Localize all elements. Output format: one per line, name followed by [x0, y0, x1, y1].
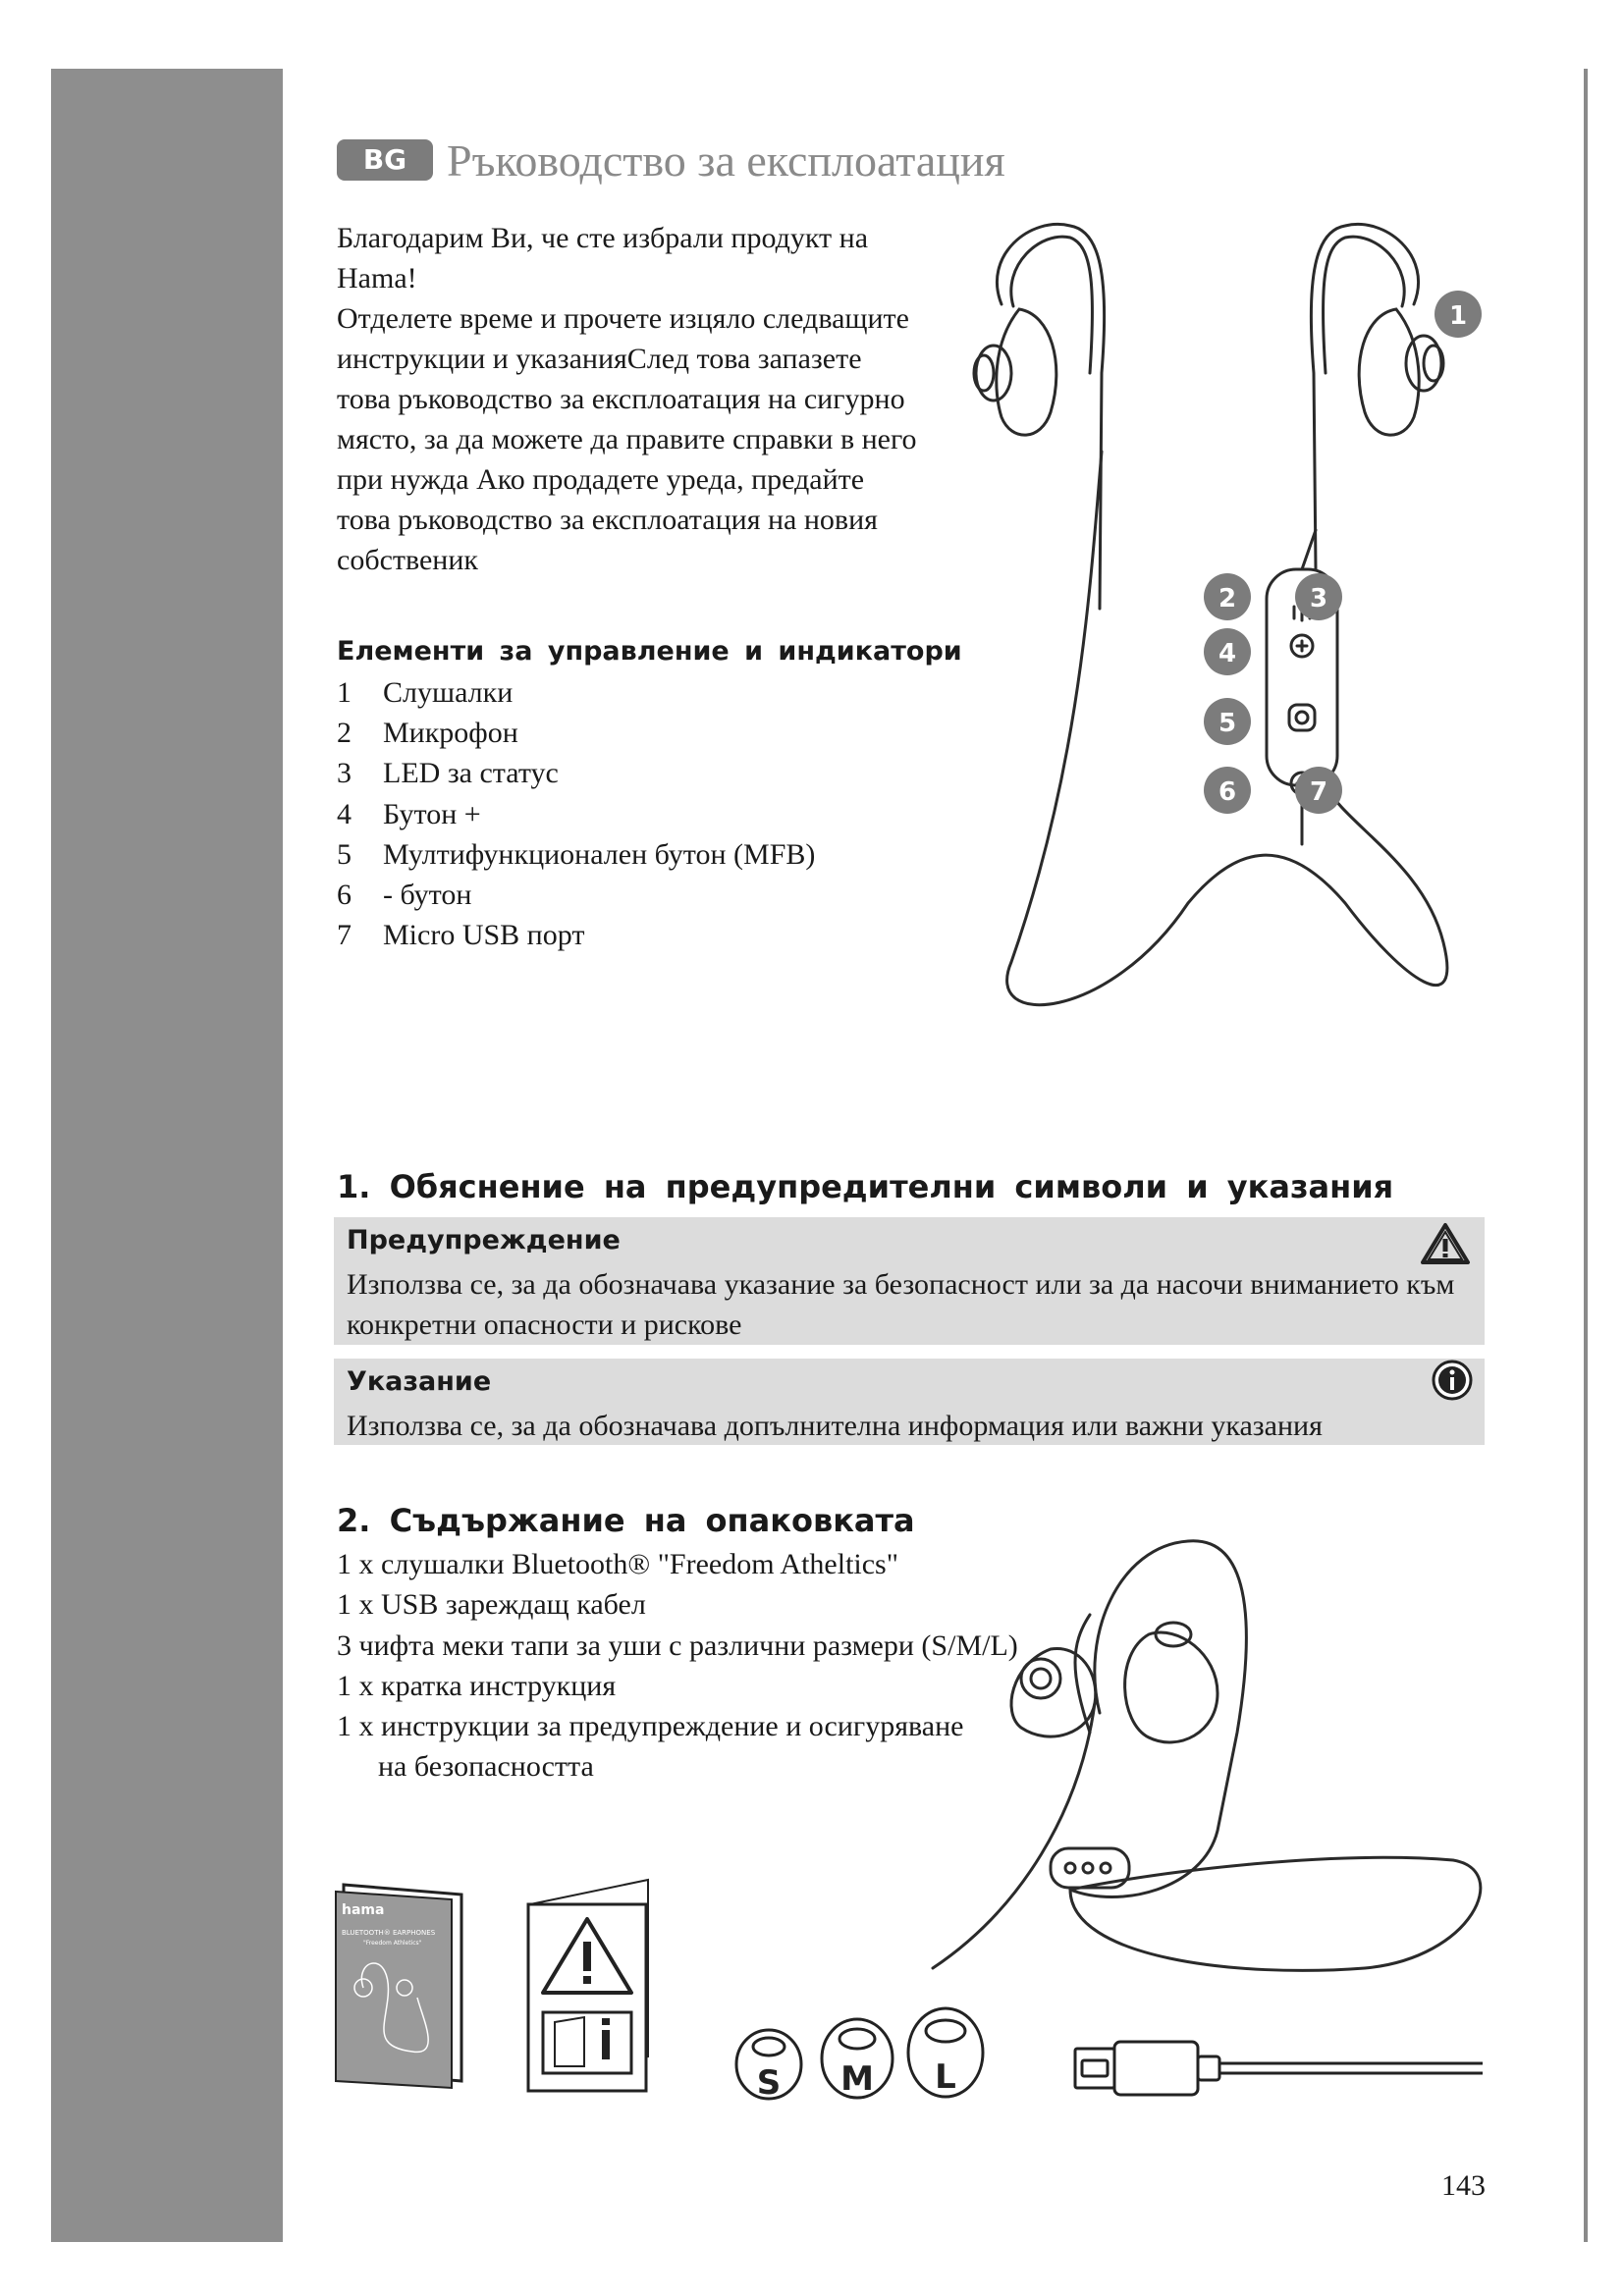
manual-model: "Freedom Athletics": [363, 1940, 422, 1947]
warning-triangle-icon: [1420, 1222, 1471, 1265]
language-badge: BG: [337, 139, 433, 181]
list-item: 1 х USB зареждащ кабел: [337, 1588, 646, 1622]
intro-line: място, за да можете да правите справки в него: [337, 423, 917, 455]
controls-heading: Елементи за управление и индикатори: [337, 636, 962, 667]
manual-booklet: [334, 1880, 471, 2091]
callout-label: 4: [1218, 639, 1237, 668]
page-number: 143: [1441, 2169, 1486, 2202]
usb-cable: [1070, 2027, 1488, 2106]
item-number: 4: [337, 797, 352, 830]
info-icon: [1431, 1359, 1474, 1402]
warning-title: Предупреждение: [347, 1225, 621, 1255]
intro-line: това ръководство за експлоатация на новия: [337, 504, 878, 536]
intro-line: при нужда Ако продадете уреда, предайте: [337, 463, 865, 496]
eartip-size-s: S: [756, 2063, 782, 2103]
item-number: 2: [337, 717, 352, 750]
package-earphones-illustration: [923, 1536, 1492, 1998]
item-label: Слушалки: [383, 676, 514, 709]
callout-label: 3: [1309, 584, 1328, 614]
warning-text-line: Използва се, за да обозначава указание за безопасност или за да насочи вниманието към: [347, 1268, 1455, 1301]
list-item: 3 чифта меки тапи за уши с различни размери (S/M/L): [337, 1629, 1018, 1662]
item-number: 6: [337, 879, 352, 912]
callout-label: 2: [1218, 584, 1237, 614]
list-item: 1 х инструкции за предупреждение и осигуряване: [337, 1710, 964, 1743]
callout-label: 5: [1218, 709, 1237, 738]
safety-leaflet: [525, 1875, 653, 2093]
intro-line: собственик: [337, 544, 478, 576]
item-number: 3: [337, 757, 352, 790]
warning-text-line: конкретни опасности и рискове: [347, 1308, 742, 1341]
intro-line: Отделете време и прочете изцяло следващите: [337, 302, 909, 335]
eartips-set: [731, 1998, 997, 2106]
callout-2: [1204, 573, 1251, 620]
eartip-size-m: M: [840, 2059, 874, 2099]
manual-product: BLUETOOTH® EARPHONES: [342, 1929, 436, 1937]
section-2-title: 2. Съдържание на опаковката: [337, 1502, 915, 1539]
item-label: Мултифункционален бутон (MFB): [383, 837, 816, 871]
callout-1: [1435, 291, 1482, 338]
item-number: 7: [337, 919, 352, 952]
item-number: 5: [337, 837, 352, 871]
warning-text: [347, 1264, 1454, 1345]
list-item: на безопасността: [378, 1750, 594, 1784]
callout-label: 6: [1218, 777, 1237, 807]
intro-line: Благодарим Ви, че сте избрали продукт на: [337, 222, 869, 254]
callout-label: 1: [1448, 301, 1468, 331]
item-label: Бутон +: [383, 797, 481, 830]
item-label: Микрофон: [383, 717, 518, 750]
intro-line: инструкции и указанияСлед това запазете: [337, 343, 862, 375]
warning-box: [334, 1217, 1485, 1345]
callout-label: 7: [1309, 777, 1328, 807]
page-title: Ръководство за експлоатация: [447, 135, 1005, 186]
item-label: - бутон: [383, 879, 472, 912]
note-text: Използва се, за да обозначава допълнителна информация или важни указания: [347, 1410, 1323, 1442]
callout-6: [1204, 767, 1251, 814]
note-title: Указание: [347, 1366, 492, 1397]
callout-4: [1204, 628, 1251, 675]
item-label: Micro USB порт: [383, 919, 585, 952]
eartip-size-l: L: [935, 2057, 956, 2097]
list-item: 1 х кратка инструкция: [337, 1669, 617, 1702]
intro-line: Hama!: [337, 262, 417, 294]
item-number: 1: [337, 676, 352, 709]
package-contents-list: [337, 1544, 1018, 1788]
intro-line: това ръководство за експлоатация на сигурно: [337, 383, 905, 415]
note-box: [334, 1359, 1485, 1445]
callout-5: [1204, 698, 1251, 745]
section-1-title: 1. Обяснение на предупредителни символи и указания: [337, 1168, 1394, 1205]
list-item: 1 х слушалки Bluetooth® "Freedom Atheltics": [337, 1548, 898, 1580]
item-label: LED за статус: [383, 757, 559, 790]
callout-7: [1295, 767, 1342, 814]
callout-3: [1295, 573, 1342, 620]
manual-brand: hama: [342, 1902, 385, 1918]
